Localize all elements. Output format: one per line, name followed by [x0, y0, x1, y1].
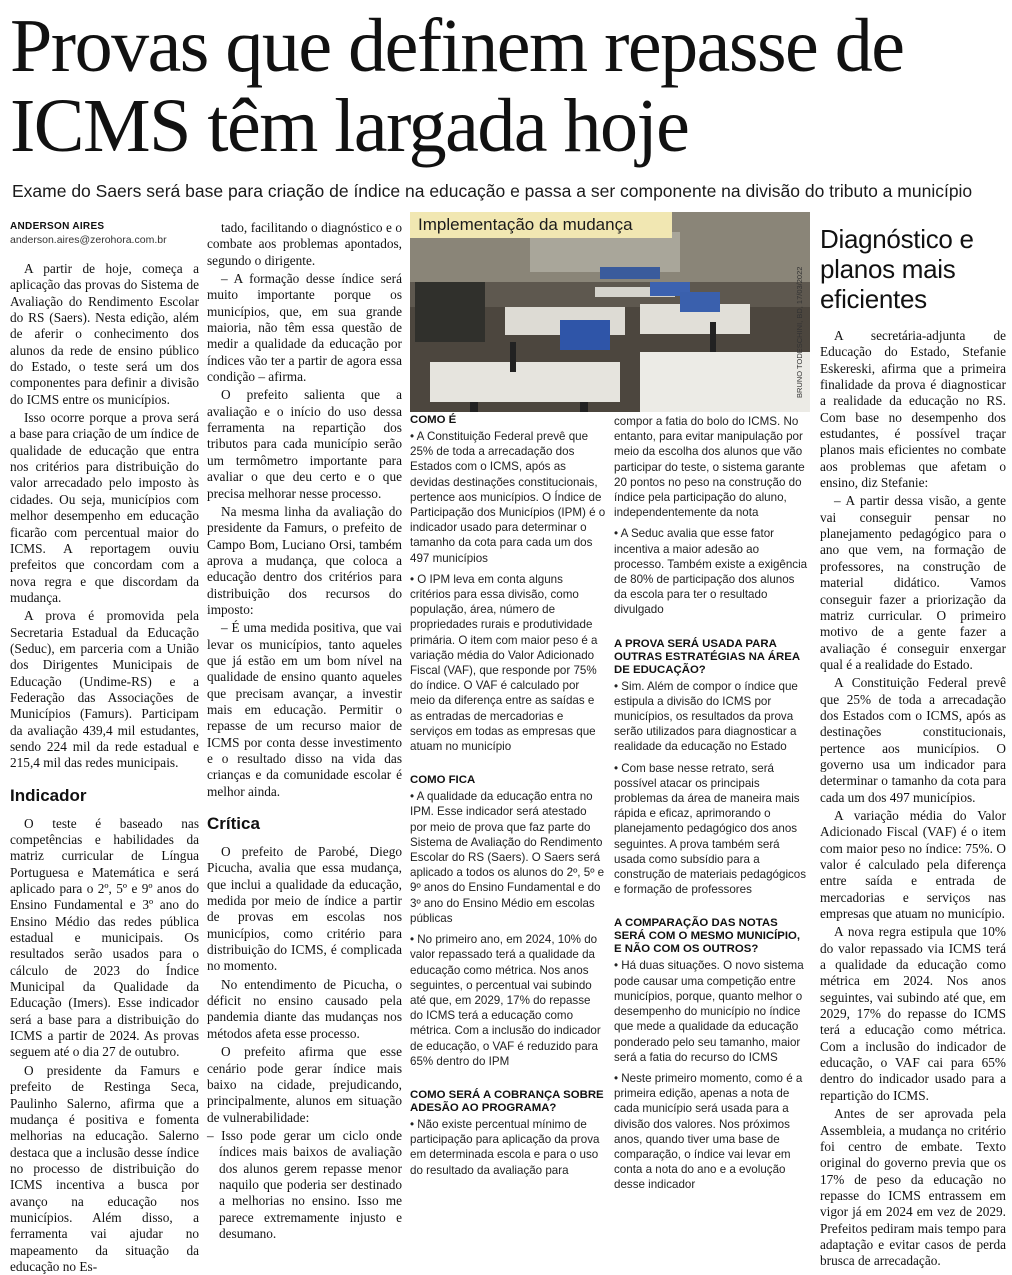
section-gap — [410, 760, 606, 774]
paragraph: Na mesma linha da avaliação do presidente da Famurs, o prefeito de Campo Bom, Luciano Orsi, também aprova a mudança, que coloca a educação dentro dos critérios para distribuição dos recursos do imposto: — [207, 503, 402, 617]
box-column-left — [410, 414, 606, 1232]
paragraph: – É uma medida positiva, que vai levar os municípios, tanto aqueles que já estão em um bom nível na qualidade de ensino quanto aqueles que precisam avançar, a investir mais em educação. Permitir o repasse de um recurso maior de ICMS por conta desse investimento e o resultado disso na vida das crianças e da comunidade escolar é melhor ainda. — [207, 620, 402, 799]
section-gap — [614, 624, 810, 638]
section-title-indicador: Indicador — [10, 785, 87, 805]
photo-credit: BRUNO TODESCHINI, BD, 17/03/2022 — [795, 266, 804, 398]
qa-item: • Neste primeiro momento, como é a primeira edição, apenas a nota de cada município será usada para a divisão dos valores. Nos próximos anos, quando tiver uma base de comparação, o índice vai levar em conta a nota do ano e a evolução desse indicador — [614, 1071, 803, 1192]
section-gap — [410, 1075, 606, 1089]
qa-item: • Sim. Além de compor o índice que estipula a divisão do ICMS por municípios, os resultados da prova serão utilizados para diagnosticar a realidade da educação no Estado — [614, 679, 798, 754]
paragraph: O presidente da Famurs e prefeito de Restinga Seca, Paulinho Salerno, afirma que a mudança é positiva e fomenta melhorias na educação. Salerno destaca que a inclusão desse índice no processo de distribuição do ICMS incentiva a busca por avanço na educação nos municípios. Além disso, a ferramenta vai ajudar no mapeamento da situação da educação no Es- — [10, 1062, 199, 1274]
paragraph: – A formação desse índice será muito importante porque os municípios, que, em sua grande maioria, não têm essa questão de medir a qualidade da educação por índices vão ter a partir de agora essa condição – afirma. — [207, 271, 402, 385]
paragraph: O prefeito afirma que esse cenário pode gerar índice mais baixo na cidade, prejudicando, principalmente, alunos em situação de vulnerabilidade: — [207, 1044, 402, 1125]
sidebar-title: Diagnóstico e planos mais eficientes — [820, 224, 974, 314]
paragraph: A Constituição Federal prevê que 25% de toda a arrecadação dos Estados com o ICMS, após as destinações constitucionais, pertence aos municípios. O governo usa um indicador para determinar o tamanho da cota para cada um dos 497 municípios. — [820, 675, 1006, 805]
paragraph: O teste é baseado nas competências e habilidades da matriz curricular de Língua Portuguesa e Matemática e será aplicado para o 2º, 5º e 9º anos do Ensino Fundamental e 3º ano do Ensino Médio das redes pública estadual e municipais. Os resultados serão usados para o cálculo de 2023 do Índice Municipal da Qualidade da Educação (Imers). Esse indicador será a base para a distribuição do ICMS a partir de 2024. As provas seguem até o dia 27 de outubro. — [10, 815, 199, 1060]
qa-item: • O IPM leva em conta alguns critérios para essa divisão, como população, área, número de propriedades rurais e produtividade primária. O item com maior peso é a variação média do Valor Adicionado Fiscal (VAF), que responde por 75% do índice. O VAF é calculado por meio da diferença entre as saídas e as entradas de mercadorias e serviços em todas as empresas que atuam no município — [410, 572, 598, 754]
article-column-2 — [207, 220, 402, 1241]
paragraph: A variação média do Valor Adicionado Fiscal (VAF) é o item com maior peso no índice: 75%. O valor é calculado pela diferença entre saída e entrada de mercadorias e serviços nas empresas que atuam no município. — [820, 807, 1006, 922]
col2-body — [207, 220, 402, 800]
qa-item: • A qualidade da educação entra no IPM. Esse indicador será atestado por meio de prova que faz parte do Sistema de Avaliação do Rendimento Escolar do RS (Saers). O Saers será aplicado a todos os alunos do 2º, 5º e 9º anos do Ensino Fundamental e do 3º ano do Ensino Médio em escolas públicas — [410, 790, 605, 925]
paragraph: No entendimento de Picucha, o déficit no ensino causado pela pandemia diante das mudanças nos métodos afeta esse processo. — [207, 976, 402, 1041]
qa-item: • A Constituição Federal prevê que 25% de toda a arrecadação dos Estados com o ICMS, após as devidas destinações constitucionais, pertence aos municípios. O Índice de Participação dos Municípios (IPM) é o indicador usado para determinar o tamanho da cota para cada um dos 497 municípios — [410, 430, 606, 565]
byline-email[interactable]: anderson.aires@zerohora.com.br — [10, 234, 167, 246]
col2-body-b — [207, 844, 402, 1242]
col1-body — [10, 261, 199, 772]
box-title: Implementação da mudança — [410, 212, 672, 238]
qa-heading: COMO É — [410, 414, 457, 426]
qa-item: compor a fatia do bolo do ICMS. No entanto, para evitar manipulação por meio da escolha dos alunos que vão participar do teste, o sistema garante 20 pontos no peso na construção do índice pela participação do aluno, independentemente da nota — [614, 415, 805, 520]
qa-heading: A PROVA SERÁ USADA PARA OUTRAS ESTRATÉGIAS NA ÁREA DE EDUCAÇÃO? — [614, 637, 800, 676]
paragraph: A nova regra estipula que 10% do valor repassado via ICMS terá a qualidade da educação como métrica em 2024. Nos anos seguintes, vai subindo até que, em 2029, 17% do repasse do ICMS terá a educação como métrica. Com a inclusão do indicador de educação, o VAF cai para 65% dentro do indicador usado para a repartição do ICMS. — [820, 924, 1006, 1103]
article-column-1 — [10, 220, 199, 1274]
col1-body-b — [10, 816, 199, 1275]
qa-heading: A COMPARAÇÃO DAS NOTAS SERÁ COM O MESMO MUNICÍPIO, E NÃO COM OS OUTROS? — [614, 917, 801, 956]
section-gap — [614, 903, 810, 917]
paragraph: Antes de ser aprovada pela Assembleia, a mudança no critério foi centro de embate. Texto original do governo previa que os 17% de peso da educação no repasse do ICMS entrassem em vigor já em 2024 em vez de 2029. Prefeitos pediram mais tempo para adaptação e evitar casos de perda brusca de arrecadação. — [820, 1106, 1006, 1269]
paragraph: tado, facilitando o diagnóstico e o combate aos problemas apontados, segundo o dirigente. — [207, 220, 402, 268]
paragraph: Isso ocorre porque a prova será a base para criação de um índice de qualidade de educação que entra nos critérios para distribuição do valor arrecadado pelo imposto às cidades. Ou seja, municípios com melhor desempenho em educação ficarão com percentual maior do ICMS. A reportagem ouviu prefeitos que concordam com a nova regra e que discordam da mudança. — [10, 410, 199, 605]
qa-item: • A Seduc avalia que esse fator incentiva a maior adesão ao processo. Também existe a exigência de 80% de participação dos alunos da escola para ter o resultado divulgado — [614, 527, 808, 617]
classroom-photo — [410, 212, 810, 412]
qa-item: • No primeiro ano, em 2024, 10% do valor repassado terá a qualidade da educação como métrica. Nos anos seguintes, o percentual vai subindo até que, em 2029, 17% do repasse do ICMS terá a educação como métrica. Com a inclusão do indicador de educação, o VAF é reduzido para 65% dentro do IPM — [410, 933, 601, 1068]
paragraph: A partir de hoje, começa a aplicação das provas do Sistema de Avaliação do Rendimento Escolar do RS (Saers). Nesta edição, além de aferir o conhecimento dos alunos da rede de ensino público do Estado, o teste será um dos componentes para definir a divisão do ICMS entre os municípios. — [10, 261, 199, 407]
qa-item: • Com base nesse retrato, será possível atacar os principais problemas da área de maneira mais rápida e eficaz, aprimorando o planejamento pedagógico dos anos seguintes. A prova também será usada como subsídio para a construção de materiais pedagógicos e formação de professores — [614, 761, 807, 897]
sidebar-body — [820, 328, 1006, 1270]
paragraph: A prova é promovida pela Secretaria Estadual da Educação (Seduc), em parceria com a União dos Dirigentes Municipais de Educação (Undime-RS) e a Federação das Associações de Municípios (Famurs). Participam da avaliação 439,4 mil estudantes, sendo 224 mil da rede estadual e 215,4 mil das redes municipais. — [10, 608, 199, 771]
paragraph: A secretária-adjunta de Educação do Estado, Stefanie Eskereski, afirma que a primeira finalidade da prova é diagnosticar a realidade da educação no RS. Com base no desempenho dos estudantes, é possível traçar planos mais eficientes no combate aos problemas que afetam o ensino, diz Stefanie: — [820, 328, 1006, 491]
paragraph: – A partir dessa visão, a gente vai conseguir pensar no planejamento pedagógico para o ano que vem, na formação de professores, na construção de material didático. Vamos conseguir fazer a priorização da matriz curricular. O primeiro motivo de a gente fazer a avaliação é conseguir enxergar qual é a realidade do Estado. — [820, 493, 1006, 672]
paragraph: O prefeito de Parobé, Diego Picucha, avalia que essa mudança, que inclui a qualidade da educação, medida por meio de índice a partir de provas em escolas nos municípios, como critério para distribuição do ICMS, é complicada no momento. — [207, 844, 402, 974]
byline-name: ANDERSON AIRES — [10, 221, 105, 232]
qa-item: • Há duas situações. O novo sistema pode causar uma competição entre municípios, porque, quanto melhor o desempenho do município no índice que mede a qualidade da educação ponderado pelo seu tamanho, maior será a fatia do recurso do ICMS — [614, 959, 804, 1064]
section-title-critica: Crítica — [207, 814, 260, 834]
sidebar-column — [820, 220, 1006, 1269]
qa-heading: COMO FICA — [410, 774, 476, 787]
qa-heading: COMO SERÁ A COBRANÇA SOBRE ADESÃO AO PROGRAMA? — [410, 1088, 604, 1114]
paragraph: O prefeito salienta que a avaliação e o início do uso dessa ferramenta na repartição dos tributos para cada município serão um termômetro importante para avaliar o que deu certo e o que precisa melhorar nesse processo. — [207, 387, 402, 501]
box-column-right — [614, 414, 810, 1232]
headline: Provas que definem repasse de ICMS têm largada hoje — [10, 4, 904, 168]
qa-item: • Não existe percentual mínimo de participação para aplicação da prova em determinada escola e para o uso do resultado da avaliação para — [410, 1117, 600, 1177]
subheadline: Exame do Saers será base para criação de índice na educação e passa a ser componente na divisão do tributo a município — [12, 181, 973, 201]
paragraph: – Isso pode gerar um ciclo onde índices mais baixos de avaliação dos alunos gerem repasse menor naquilo que poderia ser destinado a melhorias no ensino. Isso me parece extremamente injusto e desumano. — [207, 1127, 402, 1241]
classroom-illustration — [410, 212, 810, 412]
